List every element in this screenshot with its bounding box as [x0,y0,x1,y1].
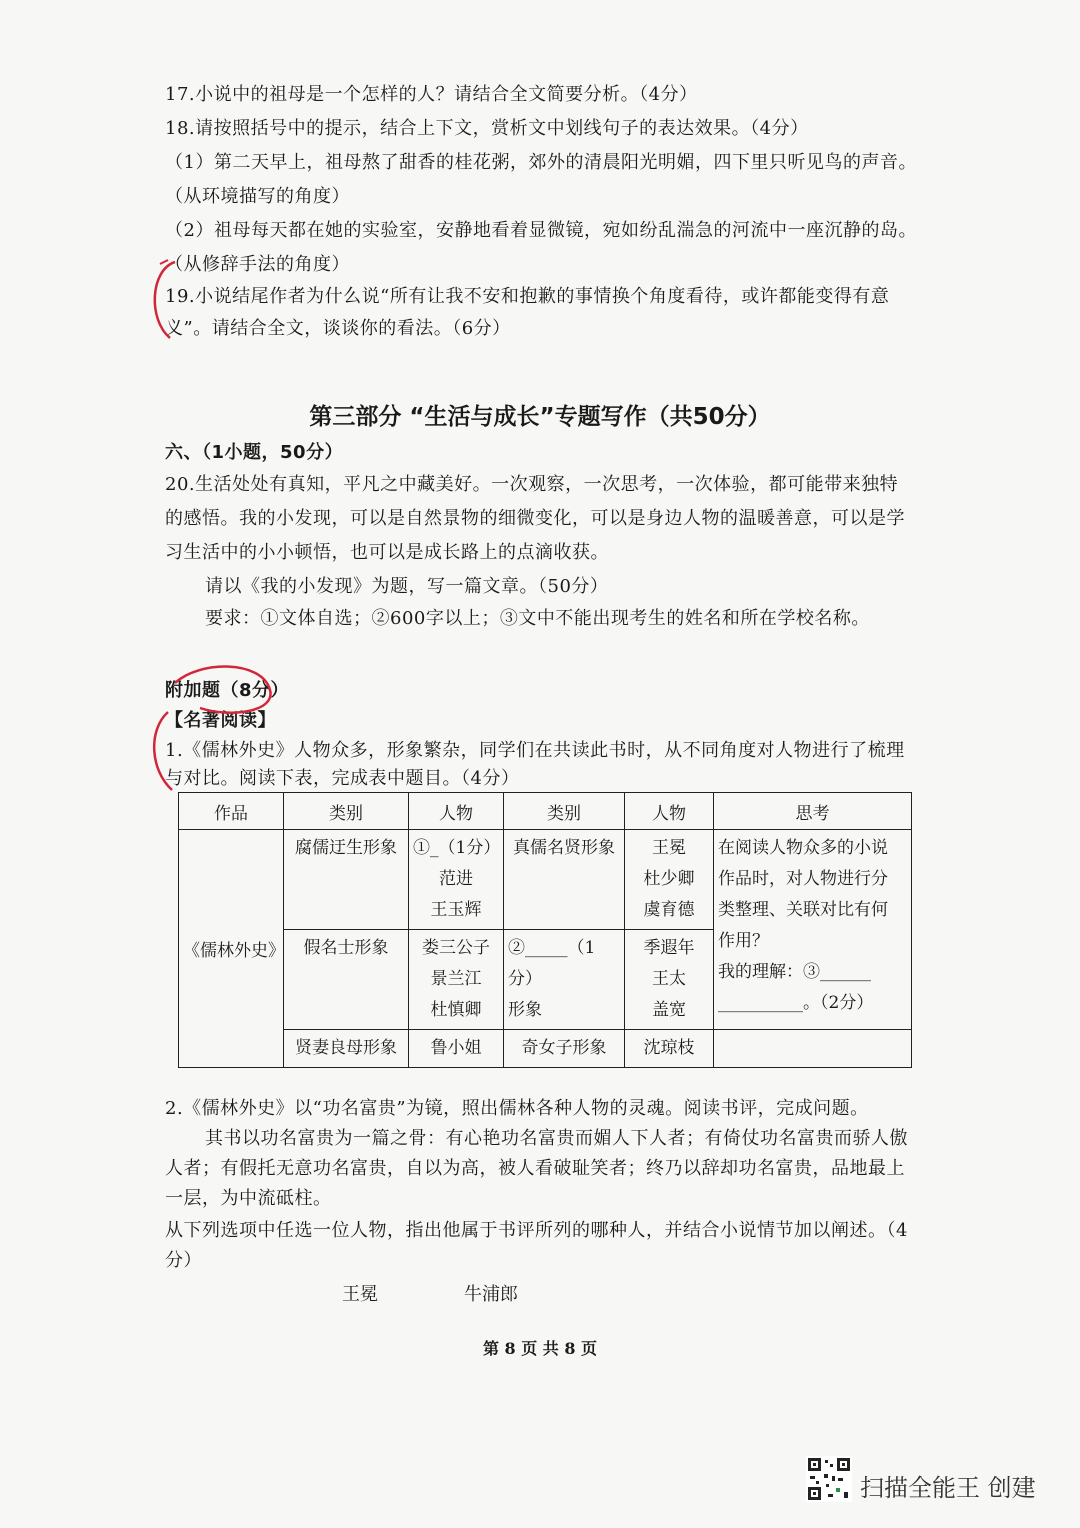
person-name: 范进 [439,869,473,889]
blank-answer-3-cont[interactable]: __________。（2分） [718,993,874,1013]
question-18-1-hint: （从环境描写的角度） [165,186,350,207]
category-label: 真儒名贤形象 [513,838,615,858]
review-line1: 其书以功名富贵为一篇之骨：有心艳功名富贵而媚人下人者；有倚仗功名富贵而骄人傲 [205,1128,908,1149]
think-text: 作用？ [718,931,769,951]
person-name: 虞育德 [643,900,695,920]
question-18-2: （2）祖母每天都在她的实验室，安静地看着显微镜，宛如纷乱湍急的河流中一座沉静的岛。 [165,220,917,241]
extra-q2-line1: 2.《儒林外史》以“功名富贵”为镜，照出儒林各种人物的灵魂。阅读书评，完成问题。 [165,1098,869,1119]
table-header: 类别 [504,793,625,830]
essay-requirements: 要求：①文体自选；②600字以上；③文中不能出现考生的姓名和所在学校名称。 [205,608,870,629]
category-label: 假名士形象 [303,938,389,958]
table-header: 思考 [714,793,912,830]
question-20-line3: 习生活中的小小顿悟，也可以是成长路上的点滴收获。 [165,542,609,563]
think-text: 在阅读人物众多的小说 [718,838,888,858]
category-label: 奇女子形象 [521,1038,607,1058]
extra-q1-line1: 1.《儒林外史》人物众多，形象繁杂，同学们在共读此书时，从不同角度对人物进行了梳理 [165,740,905,761]
extra-q1-line2: 与对比。阅读下表，完成表中题目。（4分） [165,768,520,789]
review-line3: 一层，为中流砥柱。 [165,1188,332,1209]
question-19-line1: 19.小说结尾作者为什么说“所有让我不安和抱歉的事情换个角度看待，或许都能变得有意 [165,286,890,307]
table-row [179,830,912,930]
question-18-2-hint: （从修辞手法的角度） [165,254,350,275]
table-header: 类别 [284,793,409,830]
essay-prompt: 请以《我的小发现》为题，写一篇文章。（50分） [205,576,609,597]
table-cell [284,930,409,1030]
person-name: 鲁小姐 [430,1038,482,1058]
question-18-1: （1）第二天早上，祖母熬了甜香的桂花粥，郊外的清晨阳光明媚，四下里只听见鸟的声音。 [165,152,917,173]
question-20-line2: 的感悟。我的小发现，可以是自然景物的细微变化，可以是身边人物的温暖善意，可以是学 [165,508,905,529]
person-name: 盖宽 [652,1000,686,1020]
table-cell [284,1030,409,1068]
table-cell [504,1030,625,1068]
review-line2: 人者；有假托无意功名富贵，自以为高，被人看破耻笑者；终乃以辞却功名富贵，品地最上 [165,1158,905,1179]
think-text: 作品时，对人物进行分 [718,869,888,889]
think-cell [714,830,912,1030]
table-cell [625,830,714,930]
extra-title: 附加题（8分） [165,680,290,701]
category-label: 贤妻良母形象 [295,1038,397,1058]
option-nivpulang: 牛浦郎 [464,1284,518,1305]
section-six: 六、（1小题，50分） [165,442,344,463]
extra-q2-task-line2: 分） [165,1250,202,1271]
table-header: 人物 [625,793,714,830]
character-table [178,792,912,1068]
table-cell [284,830,409,930]
table-cell-empty [714,1030,912,1068]
person-name: 王玉辉 [430,900,482,920]
blank-answer-1[interactable]: ①_（1分） [413,838,501,858]
question-19-line2: 义”。请结合全文，谈谈你的看法。（6分） [165,318,511,339]
table-header: 作品 [179,793,284,830]
scanner-watermark: 扫描全能王 创建 [860,1474,1036,1502]
person-name: 杜慎卿 [430,1000,482,1020]
question-18: 18.请按照括号中的提示，结合上下文，赏析文中划线句子的表达效果。（4分） [165,118,809,139]
table-header-row [179,793,912,830]
work-title-cell: 《儒林外史》 [179,830,284,1068]
blank-answer-3[interactable]: 我的理解：③______ [718,962,871,982]
table-cell [625,1030,714,1068]
part3-title: 第三部分 “生活与成长”专题写作（共50分） [309,404,771,430]
qr-code-icon [806,1456,852,1502]
person-name: 沈琼枝 [643,1038,695,1058]
table-cell [409,830,504,930]
table-cell [409,930,504,1030]
table-row [179,1030,912,1068]
person-name: 王冕 [652,838,686,858]
think-text: 类整理、关联对比有何 [718,900,888,920]
table-cell [504,930,625,1030]
person-name: 王太 [652,969,686,989]
person-name: 娄三公子 [422,938,490,958]
person-name: 杜少卿 [643,869,695,889]
question-17: 17.小说中的祖母是一个怎样的人？请结合全文简要分析。（4分） [165,84,698,105]
category-label: 腐儒迂生形象 [295,838,397,858]
category-label: 形象 [508,1000,542,1020]
table-cell [504,830,625,930]
blank-answer-2[interactable]: ②_____（1分） [508,938,596,989]
table-cell [409,1030,504,1068]
extra-subtitle: 【名著阅读】 [165,710,276,731]
person-name: 景兰江 [430,969,482,989]
page-number: 第 8 页 共 8 页 [482,1339,598,1358]
person-name: 季遐年 [643,938,695,958]
option-wangmian: 王冕 [342,1284,378,1305]
table-cell [625,930,714,1030]
table-header: 人物 [409,793,504,830]
question-20-line1: 20.生活处处有真知，平凡之中藏美好。一次观察，一次思考，一次体验，都可能带来独特 [165,474,899,495]
extra-q2-task-line1: 从下列选项中任选一位人物，指出他属于书评所列的哪种人，并结合小说情节加以阐述。（4 [165,1220,908,1241]
